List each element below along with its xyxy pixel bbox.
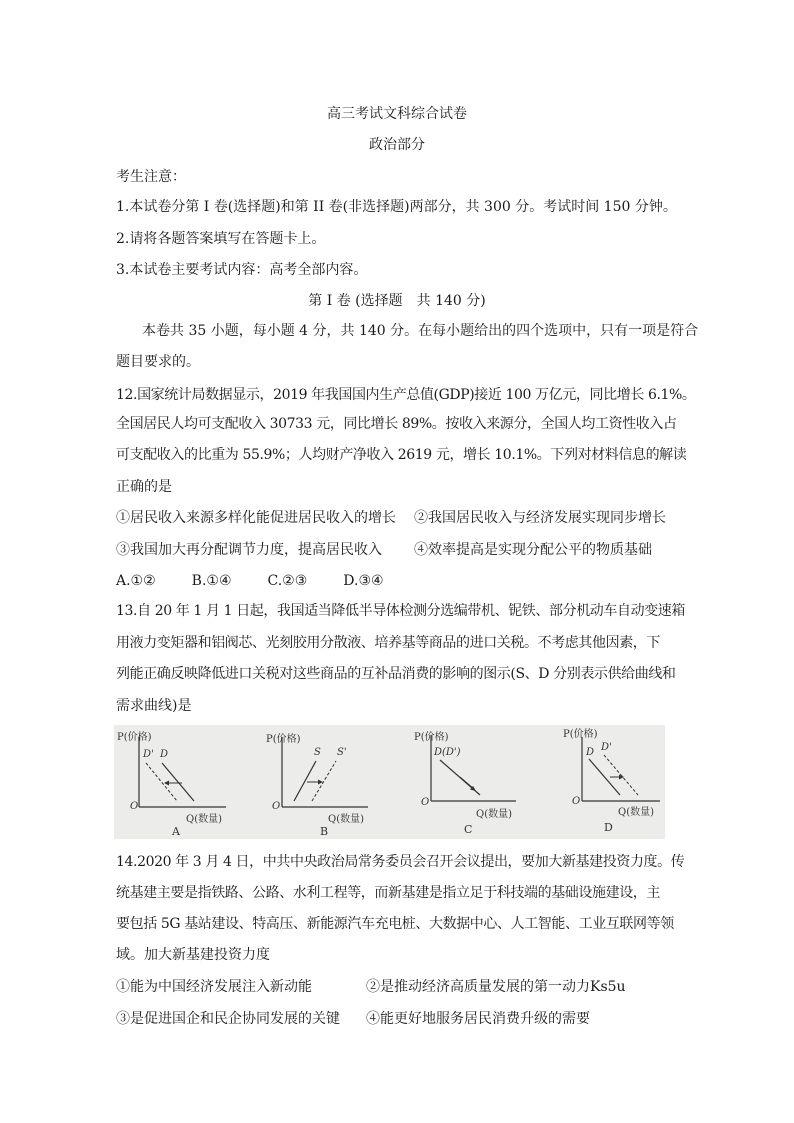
q13-stem: 需求曲线)是 [116,698,192,714]
graph-c-label-d: D(D') [434,747,461,758]
q13-graph-strip [114,725,665,839]
q12-choices [116,571,420,591]
q12-stem: 全国居民人均可支配收入 30733 元，同比增长 89%。按收入来源分，全国人均工资性收入占 [116,416,677,432]
graph-d-origin: O [572,796,581,807]
q12-option-4: ④效率提高是实现分配公平的物质基础 [414,542,652,558]
q14-option-1: ①能为中国经济发展注入新动能 [116,979,312,995]
graph-b [254,725,394,839]
graph-b-x-axis: Q(数量) [328,814,365,825]
graph-a-x-axis: Q(数量) [186,814,223,825]
graph-d-y-axis: P(价格) [563,729,598,740]
graph-a-label-dprime: D' [143,749,154,760]
q14-stem: 统基建主要是指铁路、公路、水利工程等，而新基建是指立足于科技端的基础设施建设，主 [116,885,660,901]
q12-option-1: ①居民收入来源多样化能促进居民收入的增长 [116,510,396,526]
q12-stem: 正确的是 [116,479,172,495]
notice-item: 3.本试卷主要考试内容：高考全部内容。 [116,262,368,278]
q12-option-2: ②我国居民收入与经济发展实现同步增长 [414,510,666,526]
graph-d-letter: D [604,821,613,834]
q12-stem: 12.国家统计局数据显示，2019 年我国国内生产总值(GDP)接近 100 万亿元，同比增长 6.1%。 [116,387,696,403]
q13-stem: 13.自 20 年 1 月 1 日起，我国适当降低半导体检测分选编带机、铌铁、部分机动车自动变速箱 [116,603,685,619]
graph-a-origin: O [130,801,139,812]
q14-stem: 要包括 5G 基站建设、特高压、新能源汽车充电桩、大数据中心、人工智能、工业互联网等领 [116,916,674,932]
section-intro-cont: 题目要求的。 [116,354,200,370]
graph-d-x-axis: Q(数量) [618,807,655,818]
graph-a-letter: A [172,825,180,838]
graph-a-label-d: D [160,749,169,760]
graph-a [114,725,254,839]
graph-b-curve-sprime [312,761,336,801]
q13-stem: 用液力变矩器和铝阀芯、光刻胶用分散液、培养基等商品的进口关税。不考虑其他因素，下 [116,635,660,651]
graph-d-label-dprime: D' [601,742,612,753]
graph-d-label-d: D [586,747,595,758]
notice-item: 2.请将各题答案填写在答题卡上。 [116,231,326,247]
q14-option-3: ③是促进国企和民企协同发展的关键 [116,1011,340,1027]
graph-b-origin: O [272,801,281,812]
graph-d-curve-dprime [604,755,638,795]
graph-b-curve-s [294,761,316,801]
notice-heading: 考生注意： [116,169,186,185]
q14-stem: 14.2020 年 3 月 4 日，中共中央政治局常务委员会召开会议提出，要加大新基建投资力度。传 [116,854,685,870]
graph-b-label-sprime: S' [337,747,347,758]
section-intro: 本卷共 35 小题，每小题 4 分，共 140 分。在每小题给出的四个选项中，只有一项是符合 [142,323,699,339]
exam-subtitle: 政治部分 [369,137,425,153]
q14-option-4: ④能更好地服务居民消费升级的需要 [366,1011,590,1027]
q12-choice-d: D.③④ [343,573,384,589]
graph-c-origin: O [421,797,430,808]
graph-d [534,725,665,839]
q12-choice-a: A.①② [116,573,156,589]
section-title: 第 I 卷 (选择题 共 140 分) [308,293,486,309]
graph-a-curve-dprime [146,763,177,801]
graph-c-shift-arrow [460,777,474,789]
q12-option-3: ③我国加大再分配调节力度，提高居民收入 [116,542,382,558]
exam-title: 高三考试文科综合试卷 [327,106,467,122]
q12-stem: 可支配收入的比重为 55.9%；人均财产净收入 2619 元，增长 10.1%。下列对材料信息的解读 [116,447,687,463]
graph-a-y-axis: P(价格) [117,732,152,743]
q14-stem: 域。加大新基建投资力度 [116,947,270,963]
graph-b-label-s: S [314,747,321,758]
q12-choice-b: B.①④ [191,573,232,589]
q13-stem: 列能正确反映降低进口关税对这些商品的互补品消费的影响的图示(S、D 分别表示供给曲线和 [116,666,676,682]
graph-c-x-axis: Q(数量) [476,809,513,820]
graph-c-letter: C [464,823,473,836]
q14-option-2: ②是推动经济高质量发展的第一动力Ks5u [366,979,626,995]
graph-b-letter: B [320,825,329,838]
notice-item: 1.本试卷分第 I 卷(选择题)和第 II 卷(非选择题)两部分，共 300 分。考试时间 150 分钟。 [116,199,677,215]
graph-c-y-axis: P(价格) [414,732,449,743]
q12-choice-c: C.②③ [267,573,308,589]
graph-c [394,725,534,839]
graph-b-y-axis: P(价格) [266,734,301,745]
